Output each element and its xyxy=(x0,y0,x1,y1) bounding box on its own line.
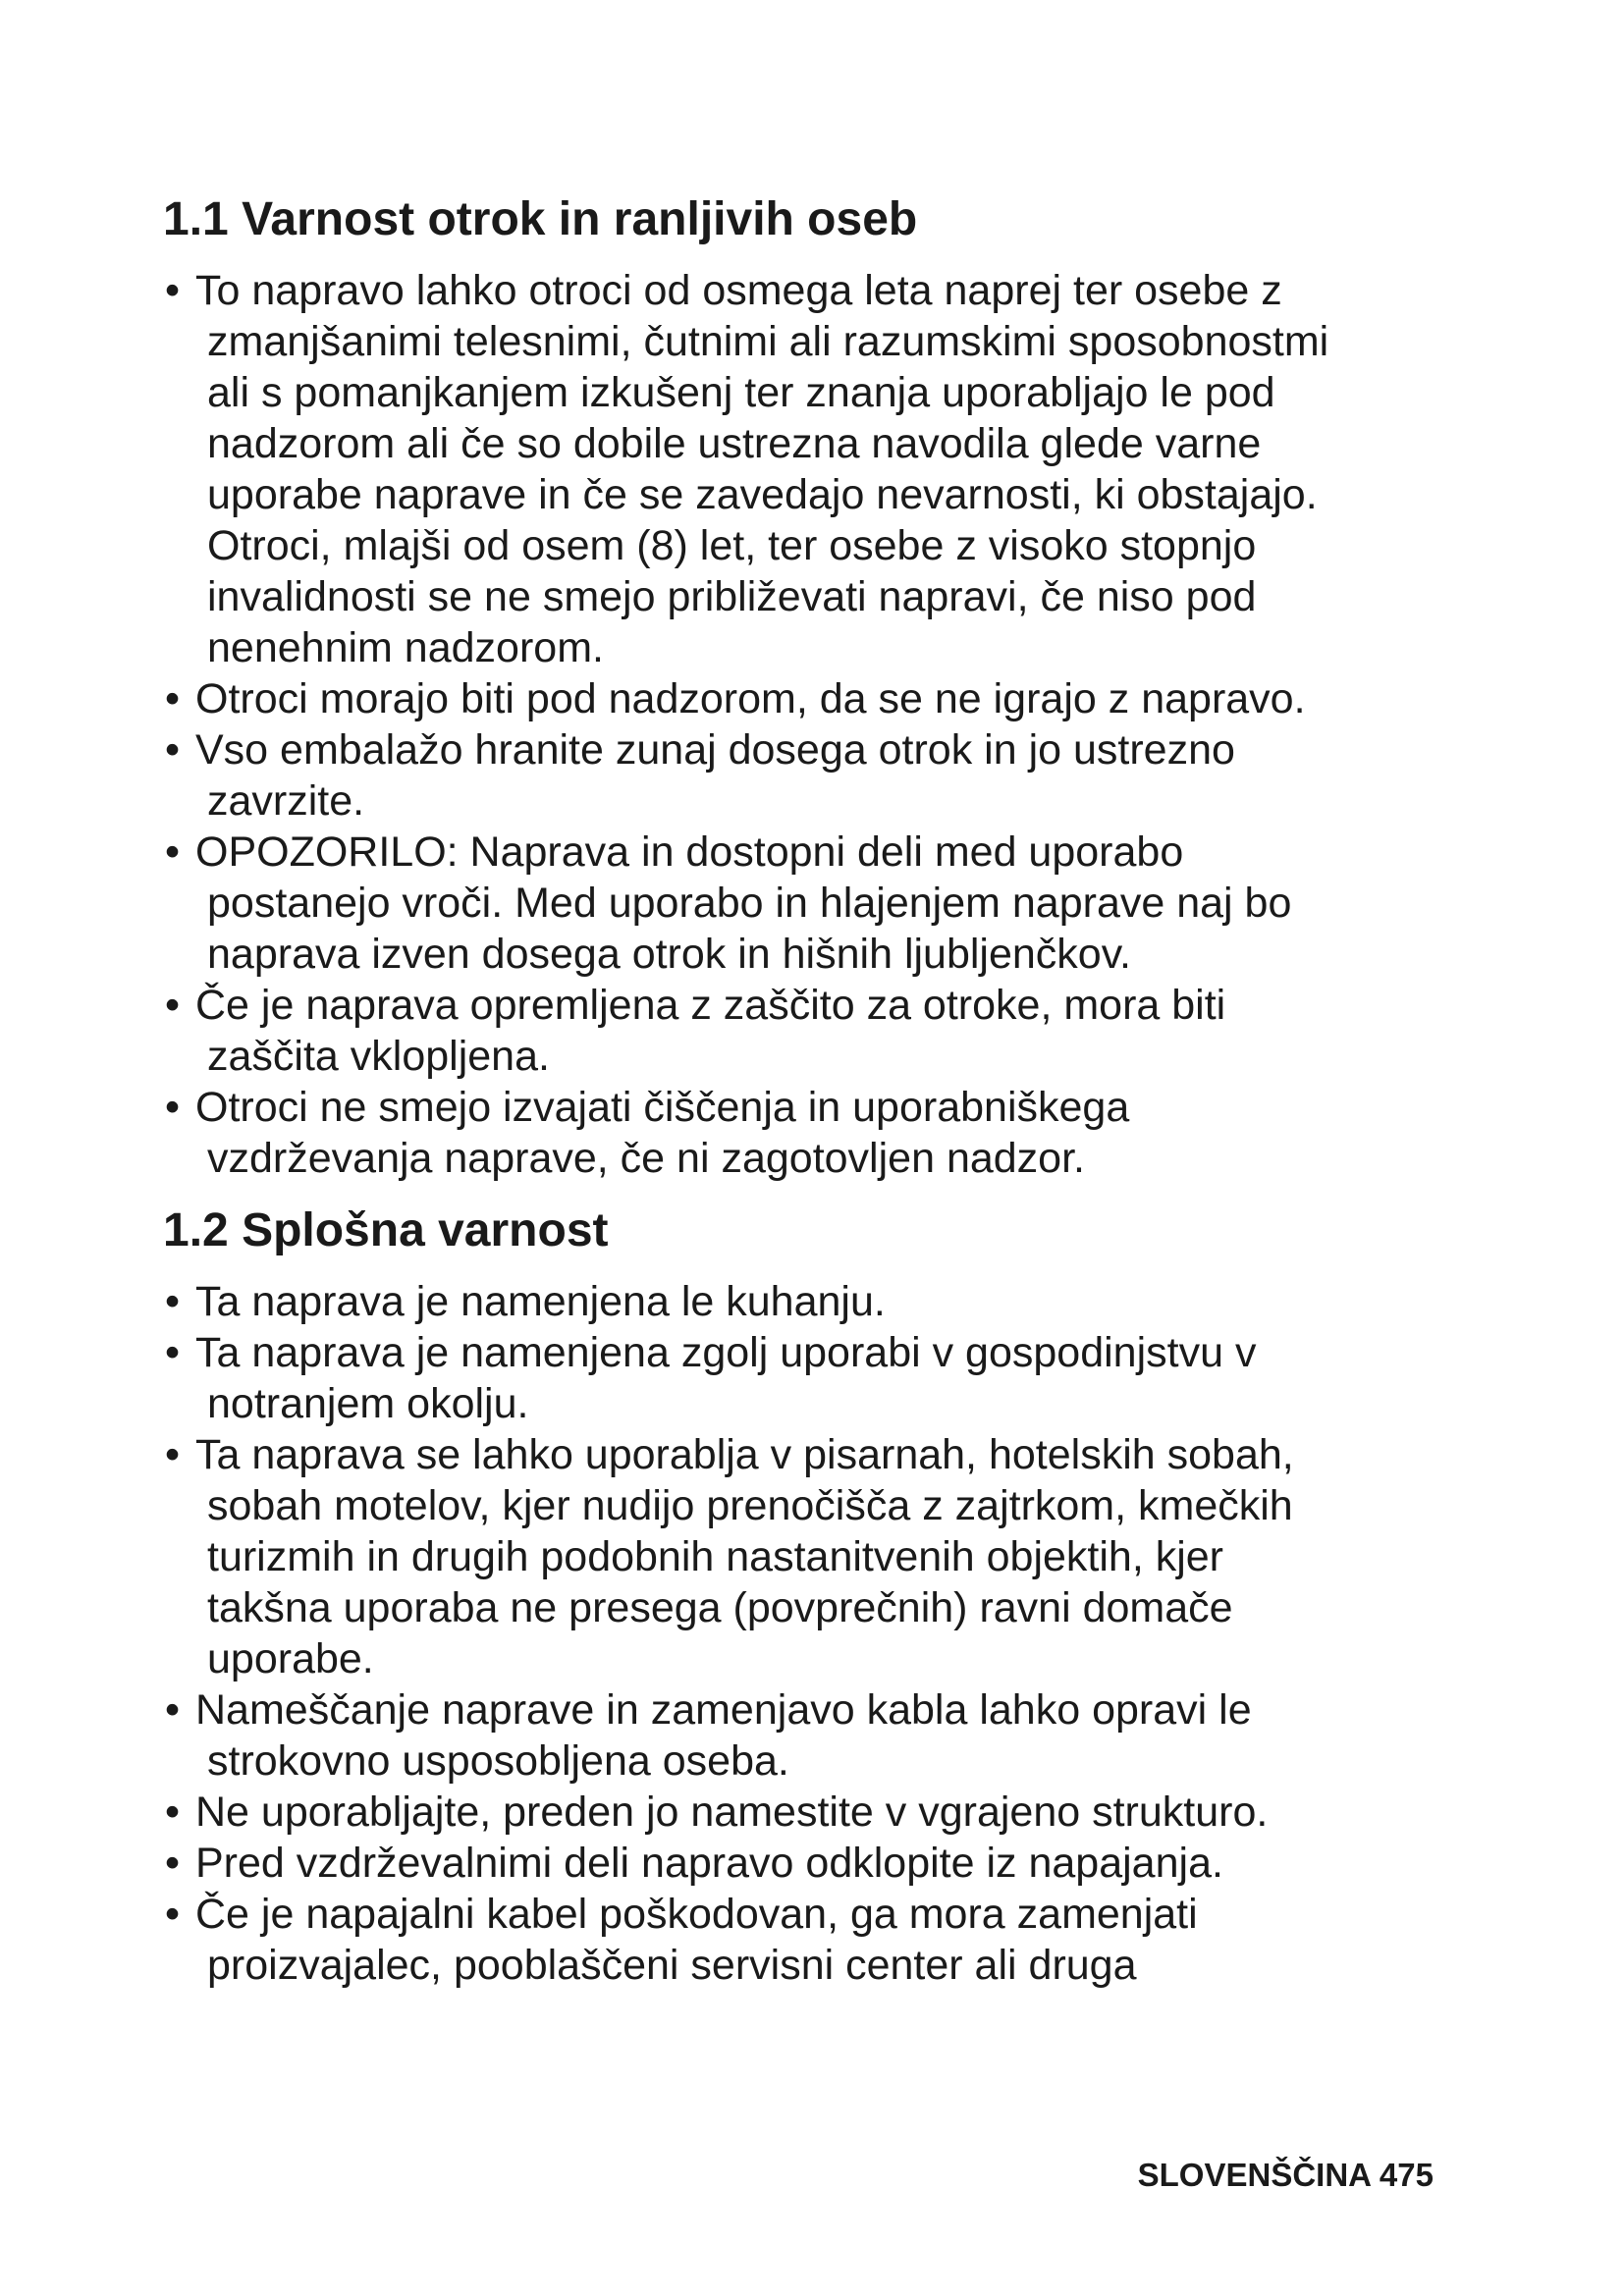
list-item xyxy=(163,980,1498,1082)
bullet-icon: • xyxy=(165,1891,181,1938)
list-item-text-continued: Otroci, mlajši od osem (8) let, ter osebe z visoko stopnjo xyxy=(207,522,1257,569)
bullet-list xyxy=(163,1276,1498,1991)
section-2 xyxy=(163,1203,1498,1991)
list-item-text-continued: sobah motelov, kjer nudijo prenočišča z zajtrkom, kmečkih xyxy=(207,1482,1293,1529)
list-item-text: Ta naprava se lahko uporablja v pisarnah, hotelskih sobah, xyxy=(195,1431,1294,1478)
bullet-list xyxy=(163,265,1498,1184)
list-item-text-continued: strokovno usposobljena oseba. xyxy=(207,1737,789,1785)
list-item-text-continued: turizmih in drugih podobnih nastanitvenih objektih, kjer xyxy=(207,1533,1224,1580)
list-item-text: Vso embalažo hranite zunaj dosega otrok in jo ustrezno xyxy=(195,726,1235,774)
bullet-icon: • xyxy=(165,1789,181,1836)
section-heading: 1.2 Splošna varnost xyxy=(163,1204,609,1256)
list-item-text-continued: uporabe naprave in če se zavedajo nevarnosti, ki obstajajo. xyxy=(207,471,1318,518)
bullet-icon: • xyxy=(165,1084,181,1131)
list-item xyxy=(163,1082,1498,1184)
list-item xyxy=(163,673,1498,724)
sections-container xyxy=(163,192,1498,1991)
list-item-text: To napravo lahko otroci od osmega leta naprej ter osebe z xyxy=(195,267,1282,314)
list-item xyxy=(163,827,1498,980)
bullet-icon: • xyxy=(165,267,181,314)
list-item-text-continued: proizvajalec, pooblaščeni servisni center ali druga xyxy=(207,1942,1137,1989)
list-item-text-continued: ali s pomanjkanjem izkušenj ter znanja uporabljajo le pod xyxy=(207,369,1275,416)
list-item-text-continued: vzdrževanja naprave, če ni zagotovljen nadzor. xyxy=(207,1135,1085,1182)
list-item-text-continued: nenehnim nadzorom. xyxy=(207,624,604,671)
list-item-text: Otroci morajo biti pod nadzorom, da se ne igrajo z napravo. xyxy=(195,675,1306,722)
list-item xyxy=(163,1327,1498,1429)
list-item-text-continued: naprava izven dosega otrok in hišnih ljubljenčkov. xyxy=(207,931,1131,978)
list-item-text-continued: nadzorom ali če so dobile ustrezna navodila glede varne xyxy=(207,420,1262,467)
list-item-text-continued: takšna uporaba ne presega (povprečnih) ravni domače xyxy=(207,1584,1233,1631)
list-item xyxy=(163,724,1498,827)
bullet-icon: • xyxy=(165,982,181,1029)
manual-page xyxy=(163,192,1498,2010)
list-item xyxy=(163,1429,1498,1684)
bullet-icon: • xyxy=(165,828,181,876)
section-1 xyxy=(163,192,1498,1184)
list-item-text-continued: zaščita vklopljena. xyxy=(207,1033,550,1080)
list-item-text-continued: zmanjšanimi telesnimi, čutnimi ali razumskimi sposobnostmi xyxy=(207,318,1329,365)
list-item xyxy=(163,1684,1498,1787)
list-item-text: Ne uporabljajte, preden jo namestite v vgrajeno strukturo. xyxy=(195,1789,1269,1836)
list-item-text-continued: postanejo vroči. Med uporabo in hlajenjem naprave naj bo xyxy=(207,880,1292,927)
bullet-icon: • xyxy=(165,1278,181,1325)
list-item xyxy=(163,1838,1498,1889)
list-item xyxy=(163,1276,1498,1327)
page-footer: SLOVENŠČINA 475 xyxy=(1137,2157,1434,2193)
list-item-text: Pred vzdrževalnimi deli napravo odklopite iz napajanja. xyxy=(195,1840,1223,1887)
list-item-text-continued: zavrzite. xyxy=(207,777,365,825)
list-item-text: Nameščanje naprave in zamenjavo kabla lahko opravi le xyxy=(195,1686,1252,1734)
bullet-icon: • xyxy=(165,1686,181,1734)
bullet-icon: • xyxy=(165,675,181,722)
bullet-icon: • xyxy=(165,1840,181,1887)
list-item-text-continued: uporabe. xyxy=(207,1635,374,1682)
list-item-text-continued: invalidnosti se ne smejo približevati napravi, če niso pod xyxy=(207,573,1257,620)
list-item xyxy=(163,1787,1498,1838)
bullet-icon: • xyxy=(165,1431,181,1478)
bullet-icon: • xyxy=(165,1329,181,1376)
list-item-text: Ta naprava je namenjena le kuhanju. xyxy=(195,1278,886,1325)
list-item xyxy=(163,265,1498,673)
list-item-text: OPOZORILO: Naprava in dostopni deli med uporabo xyxy=(195,828,1184,876)
bullet-icon: • xyxy=(165,726,181,774)
list-item-text: Ta naprava je namenjena zgolj uporabi v gospodinjstvu v xyxy=(195,1329,1257,1376)
list-item-text-continued: notranjem okolju. xyxy=(207,1380,529,1427)
list-item xyxy=(163,1889,1498,1991)
list-item-text: Če je napajalni kabel poškodovan, ga mora zamenjati xyxy=(195,1891,1198,1938)
list-item-text: Otroci ne smejo izvajati čiščenja in uporabniškega xyxy=(195,1084,1130,1131)
section-heading: 1.1 Varnost otrok in ranljivih oseb xyxy=(163,193,918,245)
list-item-text: Če je naprava opremljena z zaščito za otroke, mora biti xyxy=(195,982,1226,1029)
